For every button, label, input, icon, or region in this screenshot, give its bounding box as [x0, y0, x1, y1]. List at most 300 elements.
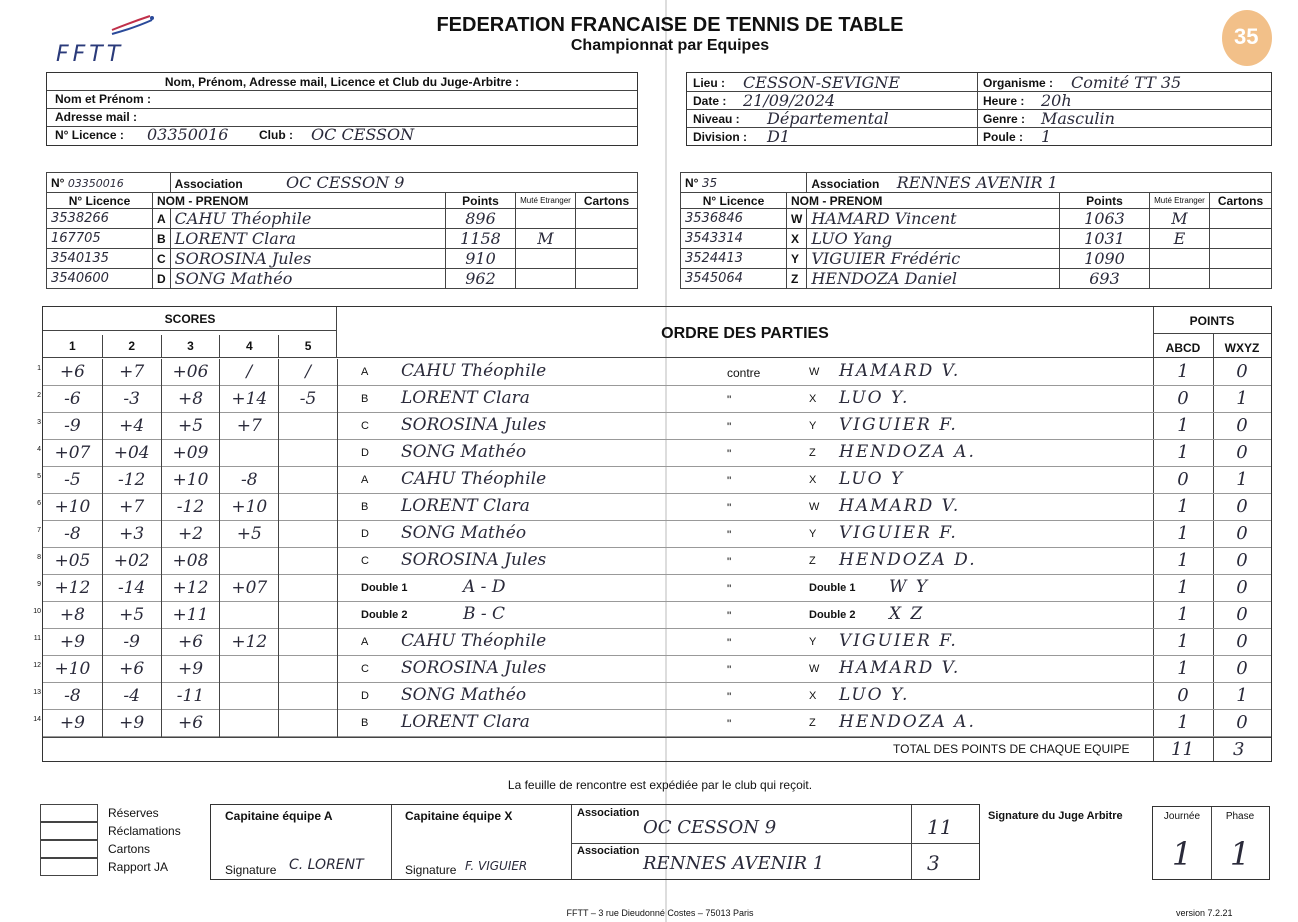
- points-a: 1: [1177, 604, 1189, 625]
- team-x-player-points: 1090: [1060, 249, 1150, 269]
- captain-a-signature: C. LORENT: [289, 857, 364, 873]
- team-a-association-cell: [170, 173, 637, 193]
- game-row: [37, 548, 1271, 575]
- team-x-player-row: [681, 209, 1272, 229]
- team-a-player-points: 910: [446, 249, 516, 269]
- set-score: -8: [219, 467, 278, 494]
- captain-x-signature-label: Signature: [405, 863, 457, 877]
- genre-label: Genre :: [983, 112, 1026, 126]
- points-a: 1: [1177, 658, 1189, 679]
- team-a-player-letter: C: [153, 249, 171, 269]
- set-score: +06: [161, 359, 220, 386]
- slot-a: A: [361, 474, 369, 486]
- team-x-roster: [680, 172, 1272, 289]
- set-score: +9: [161, 656, 220, 683]
- set-score: [278, 710, 337, 737]
- heure-label: Heure :: [983, 94, 1025, 108]
- set-score: [278, 683, 337, 710]
- game-number: 13: [33, 689, 41, 696]
- set-score: -12: [161, 494, 220, 521]
- team-a-player-mute: [516, 269, 576, 289]
- team-a-num-value: 03350016: [67, 176, 124, 190]
- set-score: +9: [59, 713, 85, 733]
- versus-text: ": [727, 582, 732, 596]
- team-x-player-row: [681, 249, 1272, 269]
- team-x-association-cell: [807, 173, 1272, 193]
- lieu-label: Lieu :: [693, 76, 725, 90]
- team-a-player-licence: 3540135: [47, 249, 153, 269]
- sheet-note: La feuille de rencontre est expédiée par le club qui reçoit.: [507, 778, 813, 792]
- versus-text: ": [727, 474, 732, 488]
- team-a-player-mute: [516, 249, 576, 269]
- captain-a-label: Capitaine équipe A: [225, 809, 333, 823]
- player-a-name: CAHU Théophile: [401, 631, 547, 651]
- slot-x: Double 1: [809, 582, 856, 594]
- team-a-player-points: 962: [446, 269, 516, 289]
- set-score: +5: [219, 521, 278, 548]
- team-a-player-points: 896: [446, 209, 516, 229]
- points-a: 1: [1177, 415, 1189, 436]
- team-x-player-letter: W: [787, 209, 807, 229]
- slot-a: A: [361, 636, 369, 648]
- points-x: 1: [1236, 685, 1248, 706]
- captain-x-label: Capitaine équipe X: [405, 809, 513, 823]
- set-score: +5: [102, 602, 161, 629]
- slot-a: A: [361, 366, 369, 378]
- team-x-points-header: Points: [1060, 193, 1150, 209]
- totals-x: 3: [1233, 739, 1245, 760]
- player-x-name: HENDOZA A.: [839, 712, 976, 732]
- points-a: 1: [1177, 631, 1189, 652]
- player-a-name: SONG Mathéo: [401, 523, 527, 543]
- versus-text: ": [727, 609, 732, 623]
- set-score: +04: [102, 440, 161, 467]
- page-subtitle: Championnat par Equipes: [570, 37, 770, 54]
- team-a-player-licence: 3538266: [47, 209, 153, 229]
- checkbox-0[interactable]: [40, 804, 98, 822]
- player-x-name: HAMARD V.: [839, 361, 961, 381]
- team-a-association-value: OC CESSON 9: [286, 173, 405, 192]
- versus-text: ": [727, 690, 732, 704]
- versus-text: ": [727, 555, 732, 569]
- team-a-cards-header: Cartons: [576, 193, 638, 209]
- game-row: [33, 656, 1271, 683]
- totals-label: TOTAL DES POINTS DE CHAQUE EQUIPE: [893, 742, 1130, 756]
- set-score: [278, 467, 337, 494]
- team-a-player-letter: D: [153, 269, 171, 289]
- team-a-points-header: Points: [446, 193, 516, 209]
- set-score: [219, 440, 278, 467]
- points-x: 1: [1236, 469, 1248, 490]
- team-x-player-mute: M: [1150, 209, 1210, 229]
- game-number: 12: [33, 662, 41, 669]
- slot-x: Z: [809, 555, 816, 567]
- set-score: +7: [102, 359, 161, 386]
- slot-x: Y: [809, 636, 817, 648]
- team-x-player-mute: [1150, 269, 1210, 289]
- game-number: 6: [37, 500, 41, 507]
- set-score: +09: [161, 440, 220, 467]
- game-row: [33, 602, 1271, 629]
- set-score: [278, 629, 337, 656]
- game-number: 11: [33, 635, 41, 642]
- division-value: D1: [767, 127, 791, 146]
- checkbox-group: [40, 804, 200, 880]
- set-score: [278, 575, 337, 602]
- set-score: +11: [161, 602, 220, 629]
- slot-x: W: [809, 366, 820, 378]
- set-score: -8: [64, 524, 81, 544]
- team-a-player-row: [47, 209, 638, 229]
- team-x-player-licence: 3543314: [681, 229, 787, 249]
- player-x-name: HAMARD V.: [839, 658, 961, 678]
- game-number: 7: [37, 527, 41, 534]
- set-score: -8: [64, 686, 81, 706]
- player-x-name: VIGUIER F.: [839, 415, 958, 435]
- set-score: +7: [219, 413, 278, 440]
- game-row: [37, 440, 1271, 467]
- slot-x: X: [809, 393, 817, 405]
- points-x: 0: [1236, 415, 1248, 436]
- set-score: +4: [102, 413, 161, 440]
- slot-a: B: [361, 501, 369, 513]
- set-number-header: 3: [161, 335, 220, 357]
- slot-a: Double 2: [361, 609, 408, 621]
- slot-a: B: [361, 717, 369, 729]
- team-x-player-row: [681, 269, 1272, 289]
- player-x-name: W Y: [889, 577, 930, 597]
- slot-x: W: [809, 663, 820, 675]
- team-a-name-header: NOM - PRENOM: [153, 193, 446, 209]
- team-x-num-value: 35: [701, 175, 718, 190]
- player-a-name: CAHU Théophile: [401, 469, 547, 489]
- set-number-header: 1: [69, 339, 76, 353]
- niveau-value: Départemental: [767, 109, 889, 128]
- team-a-player-name: SONG Mathéo: [170, 269, 445, 289]
- referee-club-label: Club :: [259, 128, 293, 142]
- team-a-player-licence: 3540600: [47, 269, 153, 289]
- referee-club-value: OC CESSON: [311, 125, 415, 144]
- set-score: +8: [161, 386, 220, 413]
- set-score: +7: [102, 494, 161, 521]
- player-a-name: SOROSINA Jules: [401, 658, 547, 678]
- set-score: +12: [161, 575, 220, 602]
- organisme-value: Comité TT 35: [1071, 73, 1182, 92]
- team-x-player-licence: 3545064: [681, 269, 787, 289]
- set-score: -6: [64, 389, 81, 409]
- set-score: +3: [102, 521, 161, 548]
- result-x-association-label: Association: [577, 845, 640, 857]
- player-a-name: LORENT Clara: [401, 712, 530, 732]
- set-score: +6: [102, 656, 161, 683]
- game-number: 1: [37, 365, 41, 372]
- team-x-player-mute: [1150, 249, 1210, 269]
- set-score: +05: [54, 551, 91, 571]
- points-a: 1: [1177, 523, 1189, 544]
- player-a-name: B - C: [463, 604, 506, 624]
- player-x-name: LUO Y.: [839, 685, 910, 705]
- set-score: /: [219, 359, 278, 386]
- phase-label: Phase: [1225, 811, 1255, 822]
- set-score: +6: [59, 362, 85, 382]
- scores-header: SCORES: [164, 312, 216, 326]
- team-x-player-name: VIGUIER Frédéric: [807, 249, 1060, 269]
- team-x-player-points: 1031: [1060, 229, 1150, 249]
- team-x-player-licence: 3524413: [681, 249, 787, 269]
- referee-licence-label: N° Licence :: [55, 128, 124, 142]
- footer-version: version 7.2.21: [1176, 908, 1233, 918]
- team-x-licence-header: N° Licence: [681, 193, 787, 209]
- game-number: 4: [37, 446, 41, 453]
- team-a-player-row: [47, 229, 638, 249]
- points-a: 1: [1177, 577, 1189, 598]
- player-a-name: SONG Mathéo: [401, 685, 527, 705]
- set-score: +10: [54, 497, 91, 517]
- points-a: 1: [1177, 712, 1189, 733]
- games-sheet: [33, 306, 1272, 762]
- game-number: 2: [37, 392, 41, 399]
- checkbox-3[interactable]: [40, 858, 98, 876]
- slot-a: C: [361, 420, 369, 432]
- team-x-player-name: HENDOZA Daniel: [807, 269, 1060, 289]
- team-x-player-letter: Y: [787, 249, 807, 269]
- team-x-player-licence: 3536846: [681, 209, 787, 229]
- team-a-player-cards: [576, 249, 638, 269]
- game-number: 3: [37, 419, 41, 426]
- slot-x: X: [809, 474, 817, 486]
- player-x-name: HENDOZA D.: [839, 550, 977, 570]
- versus-text: ": [727, 501, 732, 515]
- set-score: /: [278, 359, 337, 386]
- team-a-player-name: CAHU Théophile: [170, 209, 445, 229]
- slot-a: C: [361, 663, 369, 675]
- referee-licence-value: 03350016: [147, 125, 229, 144]
- points-x: 0: [1236, 604, 1248, 625]
- set-score: +9: [102, 710, 161, 737]
- points-x: 1: [1236, 388, 1248, 409]
- checkbox-1[interactable]: [40, 822, 98, 840]
- set-score: -14: [102, 575, 161, 602]
- player-a-name: SOROSINA Jules: [401, 550, 547, 570]
- player-x-name: HAMARD V.: [839, 496, 961, 516]
- captain-x-signature: F. VIGUIER: [465, 859, 528, 873]
- game-number: 5: [37, 473, 41, 480]
- set-score: +5: [161, 413, 220, 440]
- checkbox-label: Réserves: [108, 806, 159, 820]
- team-x-player-points: 1063: [1060, 209, 1150, 229]
- set-number-header: 5: [278, 335, 337, 357]
- game-row: [33, 710, 1271, 737]
- player-a-name: SOROSINA Jules: [401, 415, 547, 435]
- team-x-player-cards: [1210, 249, 1272, 269]
- team-x-player-name: HAMARD Vincent: [807, 209, 1060, 229]
- points-x: 0: [1236, 550, 1248, 571]
- phase-value: 1: [1229, 835, 1251, 873]
- fftt-logo: [52, 8, 162, 68]
- team-a-association-label: Association: [174, 177, 243, 191]
- team-a-player-points: 1158: [446, 229, 516, 249]
- lieu-value: CESSON-SEVIGNE: [743, 73, 901, 92]
- team-x-player-row: [681, 229, 1272, 249]
- player-x-name: VIGUIER F.: [839, 631, 958, 651]
- points-a: 1: [1177, 442, 1189, 463]
- player-x-name: LUO Y.: [839, 388, 910, 408]
- team-x-player-name: LUO Yang: [807, 229, 1060, 249]
- set-score: -3: [102, 386, 161, 413]
- set-score: [278, 602, 337, 629]
- game-row: [37, 575, 1271, 602]
- referee-email-label: Adresse mail :: [55, 110, 138, 124]
- team-a-licence-header: N° Licence: [47, 193, 153, 209]
- poule-value: 1: [1041, 127, 1052, 146]
- journee-value: 1: [1171, 835, 1193, 873]
- referee-name-label: Nom et Prénom :: [55, 92, 152, 106]
- set-score: +2: [161, 521, 220, 548]
- result-x-score: 3: [927, 851, 940, 875]
- team-x-mute-header: Muté Etranger: [1150, 193, 1210, 209]
- set-score: [219, 710, 278, 737]
- set-score: +10: [54, 659, 91, 679]
- team-x-association-label: Association: [811, 177, 880, 191]
- points-x: 0: [1236, 658, 1248, 679]
- versus-text: ": [727, 717, 732, 731]
- slot-x: X: [809, 690, 817, 702]
- points-header: POINTS: [1189, 314, 1235, 328]
- checkbox-2[interactable]: [40, 840, 98, 858]
- set-score: +6: [161, 629, 220, 656]
- set-score: +07: [54, 443, 91, 463]
- set-score: +8: [59, 605, 85, 625]
- player-a-name: LORENT Clara: [401, 496, 530, 516]
- game-row: [37, 467, 1271, 494]
- team-x-player-points: 693: [1060, 269, 1150, 289]
- wxyz-header: WXYZ: [1224, 341, 1260, 355]
- set-score: +12: [54, 578, 91, 598]
- slot-x: Z: [809, 447, 816, 459]
- set-score: [219, 656, 278, 683]
- set-score: +02: [102, 548, 161, 575]
- set-score: [219, 548, 278, 575]
- set-score: +10: [219, 494, 278, 521]
- versus-text: ": [727, 663, 732, 677]
- points-x: 0: [1236, 496, 1248, 517]
- set-score: [219, 602, 278, 629]
- checkbox-label: Rapport JA: [108, 860, 169, 874]
- points-a: 0: [1177, 388, 1189, 409]
- result-a-score: 11: [927, 815, 953, 839]
- set-score: +10: [161, 467, 220, 494]
- team-a-player-mute: [516, 209, 576, 229]
- judge-signature-label: Signature du Juge Arbitre: [988, 810, 1123, 822]
- points-a: 1: [1177, 550, 1189, 571]
- set-score: -5: [278, 386, 337, 413]
- versus-text: ": [727, 393, 732, 407]
- captains-box: [210, 804, 980, 880]
- result-a-name: OC CESSON 9: [643, 817, 777, 838]
- slot-a: D: [361, 447, 369, 459]
- points-x: 0: [1236, 577, 1248, 598]
- badge-number: 35: [1234, 24, 1259, 49]
- player-x-name: LUO Y: [839, 469, 905, 489]
- slot-x: Y: [809, 528, 817, 540]
- captain-a-signature-label: Signature: [225, 863, 277, 877]
- team-x-player-letter: Z: [787, 269, 807, 289]
- organisme-label: Organisme :: [983, 76, 1054, 90]
- date-value: 21/09/2024: [743, 91, 836, 110]
- match-info-box: [686, 72, 1272, 146]
- player-x-name: X Z: [889, 604, 925, 624]
- checkbox-label: Cartons: [108, 842, 151, 856]
- game-row: [37, 386, 1271, 413]
- team-x-num-label: N°: [685, 175, 699, 190]
- player-a-name: CAHU Théophile: [401, 361, 547, 381]
- team-a-player-licence: 167705: [47, 229, 153, 249]
- team-a-num-label: N°: [51, 175, 65, 190]
- versus-text: ": [727, 528, 732, 542]
- referee-heading: Nom, Prénom, Adresse mail, Licence et Club du Juge-Arbitre :: [164, 75, 520, 89]
- team-x-name-header: NOM - PRENOM: [787, 193, 1060, 209]
- game-row: [37, 359, 1271, 386]
- team-x-player-letter: X: [787, 229, 807, 249]
- abcd-header: ABCD: [1165, 341, 1201, 355]
- game-number: 14: [33, 716, 41, 723]
- team-x-player-cards: [1210, 269, 1272, 289]
- slot-a: B: [361, 393, 369, 405]
- team-x-player-cards: [1210, 209, 1272, 229]
- team-a-player-name: LORENT Clara: [170, 229, 445, 249]
- checkbox-label: Réclamations: [108, 824, 181, 838]
- set-number-header: 4: [219, 335, 278, 357]
- set-score: +6: [161, 710, 220, 737]
- player-x-name: VIGUIER F.: [839, 523, 958, 543]
- set-score: [278, 413, 337, 440]
- points-x: 0: [1236, 523, 1248, 544]
- date-label: Date :: [693, 94, 727, 108]
- game-row: [37, 494, 1271, 521]
- team-x-player-mute: E: [1150, 229, 1210, 249]
- set-score: [278, 494, 337, 521]
- journee-phase-box: [1152, 806, 1270, 880]
- result-a-association-label: Association: [577, 807, 640, 819]
- player-a-name: SONG Mathéo: [401, 442, 527, 462]
- team-a-roster: [46, 172, 638, 289]
- team-a-player-letter: B: [153, 229, 171, 249]
- niveau-label: Niveau :: [693, 112, 740, 126]
- points-a: 0: [1177, 685, 1189, 706]
- slot-a: D: [361, 528, 369, 540]
- points-x: 0: [1236, 361, 1248, 382]
- department-badge: [1222, 10, 1272, 66]
- game-row: [37, 413, 1271, 440]
- team-a-player-name: SOROSINA Jules: [170, 249, 445, 269]
- logo-text: FFTT: [56, 42, 125, 67]
- game-row: [37, 521, 1271, 548]
- points-x: 0: [1236, 442, 1248, 463]
- player-a-name: LORENT Clara: [401, 388, 530, 408]
- team-a-player-row: [47, 269, 638, 289]
- player-x-name: HENDOZA A.: [839, 442, 976, 462]
- team-a-player-cards: [576, 229, 638, 249]
- slot-a: Double 1: [361, 582, 408, 594]
- set-score: +07: [219, 575, 278, 602]
- team-a-player-cards: [576, 209, 638, 229]
- versus-text: ": [727, 420, 732, 434]
- versus-text: contre: [727, 366, 761, 380]
- points-a: 1: [1177, 496, 1189, 517]
- team-a-player-mute: M: [516, 229, 576, 249]
- versus-text: ": [727, 447, 732, 461]
- slot-a: C: [361, 555, 369, 567]
